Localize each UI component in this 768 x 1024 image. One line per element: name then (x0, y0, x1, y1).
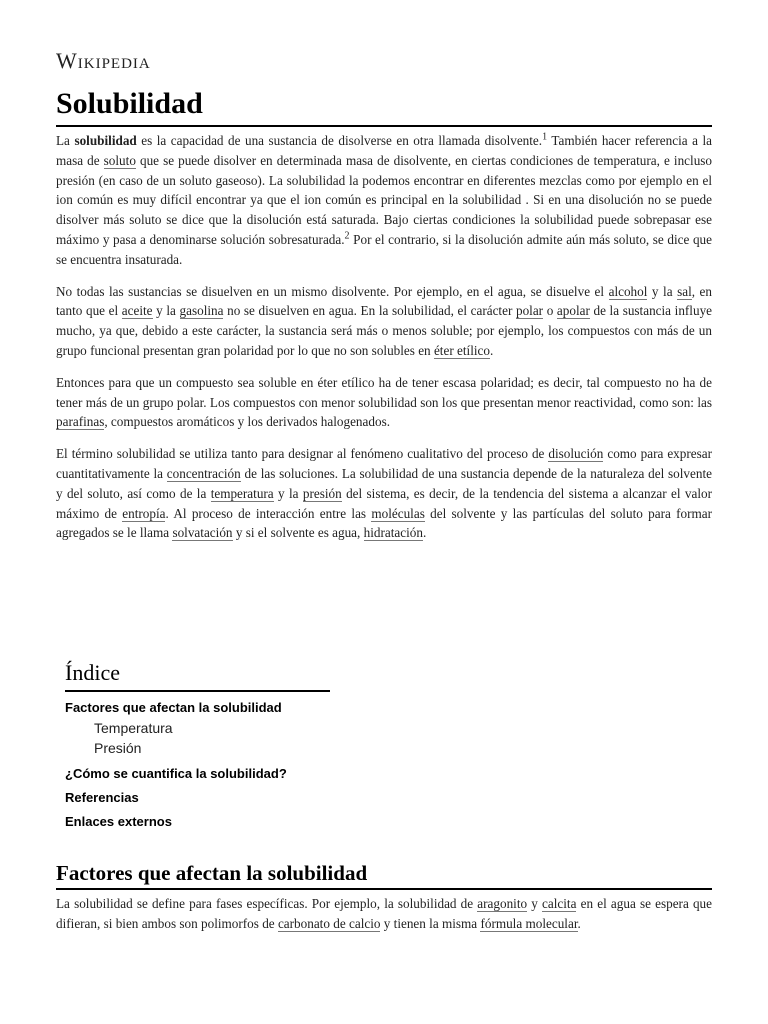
toc-item-cuantifica[interactable]: ¿Cómo se cuantifica la solubilidad? (65, 766, 287, 781)
wikipedia-logo[interactable]: Wikipedia (56, 48, 151, 73)
article-content (56, 131, 712, 555)
text: es la capacidad de una sustancia de disolverse en otra llamada disolvente. (136, 133, 543, 148)
link-disolucion[interactable]: disolución (548, 446, 604, 462)
text: La (56, 133, 75, 148)
text: como para expresar cuantitativamente la (56, 446, 712, 481)
text: , en tanto que el (56, 283, 712, 319)
link-soluto[interactable]: soluto (103, 152, 136, 168)
paragraph-1 (56, 131, 712, 270)
link-alcohol[interactable]: alcohol (608, 283, 648, 299)
text: , compuestos aromáticos y los derivados halogenados. (104, 414, 390, 430)
bold-term-solubilidad: solubilidad (74, 133, 137, 148)
link-aceite[interactable]: aceite (121, 303, 153, 319)
text: También hacer referencia a la masa de (56, 133, 712, 168)
section-heading-factores: Factores que afectan la solubilidad (56, 861, 368, 885)
text: No todas las sustancias se disuelven en un mismo disolvente. Por ejemplo, en el agua, se disuelve el (56, 283, 609, 299)
link-gasolina[interactable]: gasolina (179, 303, 224, 319)
text: que se puede disolver en determinada masa de disolvente, en ciertas condiciones de temperatura, e incluso presión (en caso de un soluto gaseoso). La solubilidad la podemos encontrar en diferentes mezclas como por ejemplo en el ion común es muy difícil encontrar ya que el ion común es principal en la solubilidad . Si en una disolución no se puede disolver más soluto se dice que la disolución está saturada. Bajo ciertas condiciones la solubilidad puede sobrepasar ese máximo y pasa a denominarse solución sobresaturada. (56, 152, 713, 247)
toc-item-presion[interactable]: Presión (94, 740, 142, 756)
toc-item-enlaces[interactable]: Enlaces externos (65, 814, 172, 829)
toc-item-factores[interactable]: Factores que afectan la solubilidad (65, 700, 282, 715)
title-divider (56, 125, 712, 127)
text: no se disuelven en agua. En la solubilidad, el carácter (223, 303, 516, 319)
text: Entonces para que un compuesto sea soluble en éter etílico ha de tener escasa polaridad; es decir, tal compuesto no ha de tener más de un grupo polar. Los compuestos con menor solubilidad son los que presentan menor reactividad, como son: las (56, 374, 712, 410)
link-solvatacion[interactable]: solvatación (172, 525, 233, 541)
text: y tienen la misma (380, 915, 481, 931)
toc-item-referencias[interactable]: Referencias (65, 790, 139, 805)
toc-divider (65, 690, 330, 692)
text: y la (647, 283, 678, 299)
text: Por el contrario, si la disolución admite aún más soluto, se dice que se encuentra insaturada. (56, 231, 712, 267)
text: de las soluciones. La solubilidad de una sustancia depende de la naturaleza del solvente y del soluto, así como de la (56, 465, 712, 501)
toc-item-temperatura[interactable]: Temperatura (94, 720, 173, 736)
link-concentracion[interactable]: concentración (166, 465, 241, 481)
text: del solvente y las partículas del soluto para formar agregados se le llama (56, 505, 712, 541)
link-aragonito[interactable]: aragonito (477, 896, 528, 911)
paragraph-2 (56, 282, 712, 361)
text: . (577, 915, 581, 931)
section-divider (56, 888, 712, 890)
page-title: Solubilidad (56, 87, 203, 120)
section-content (56, 894, 712, 946)
text: y la (273, 485, 303, 501)
link-temperatura[interactable]: temperatura (210, 485, 274, 501)
link-parafinas[interactable]: parafinas (56, 414, 105, 430)
text: La solubilidad se define para fases específicas. Por ejemplo, la solubilidad de (56, 896, 478, 911)
text: de la sustancia influye mucho, ya que, debido a este carácter, la sustancia será más o menos soluble; por ejemplo, los compuestos con más de un grupo funcional presentan gran polaridad por lo que no son solubles en (56, 303, 713, 358)
reference-link-1[interactable]: 1 (542, 131, 548, 143)
text: . (489, 342, 494, 358)
table-of-contents (65, 658, 330, 832)
reference-link-2[interactable]: 2 (344, 230, 350, 242)
link-carbonato-de-calcio[interactable]: carbonato de calcio (277, 915, 381, 931)
link-entropia[interactable]: entropía (122, 505, 166, 521)
text: o (543, 303, 557, 319)
toc-title: Índice (65, 660, 120, 685)
link-apolar[interactable]: apolar (556, 303, 590, 319)
paragraph-3 (56, 373, 712, 432)
text: y la (152, 303, 180, 319)
text: y si el solvente es agua, (232, 525, 364, 541)
text: y (527, 896, 543, 911)
text: en el agua se espera que difieran, si bien ambos son polimorfos de (56, 896, 713, 931)
link-hidratacion[interactable]: hidratación (363, 525, 423, 541)
paragraph-4 (56, 444, 712, 543)
text: . (422, 525, 427, 541)
text: . Al proceso de interacción entre las (165, 505, 372, 521)
link-eter-etilico[interactable]: éter etílico (433, 342, 490, 358)
text: El término solubilidad se utiliza tanto para designar al fenómeno cualitativo del proceso de (56, 446, 549, 462)
link-calcita[interactable]: calcita (542, 896, 577, 911)
link-formula-molecular[interactable]: fórmula molecular (480, 915, 578, 931)
link-moleculas[interactable]: moléculas (371, 505, 425, 521)
link-sal[interactable]: sal (677, 283, 692, 299)
section-paragraph-1 (56, 894, 712, 934)
link-polar[interactable]: polar (515, 303, 544, 319)
link-presion[interactable]: presión (302, 485, 342, 501)
text: del sistema, es decir, de la tendencia del sistema a alcanzar el valor máximo de (56, 485, 713, 521)
